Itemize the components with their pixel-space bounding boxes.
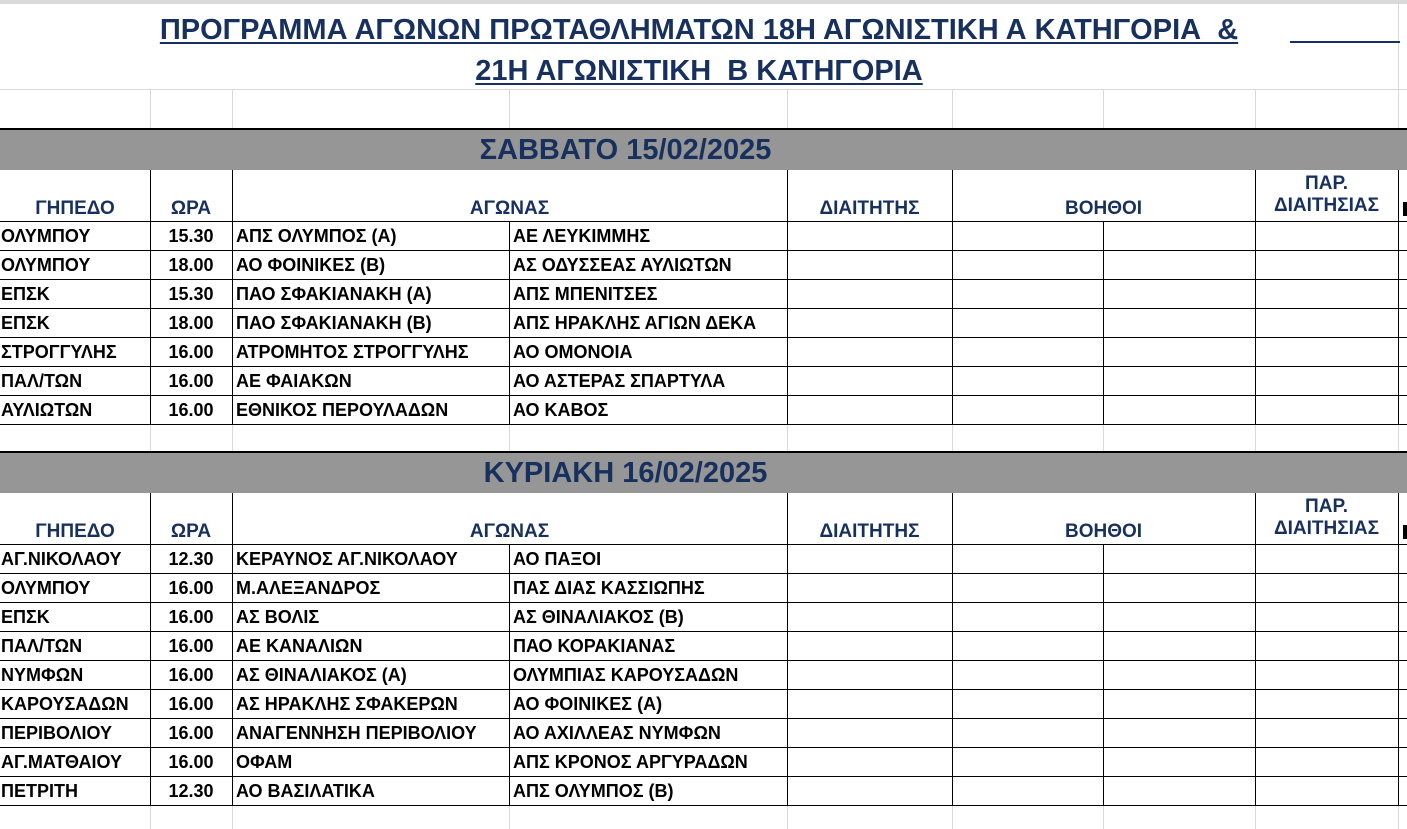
- match-away-team: ΑΟ ΦΟΙΝΙΚΕΣ (Α): [513, 694, 663, 714]
- match-time: 12.30: [168, 549, 214, 569]
- match-home-team: Μ.ΑΛΕΞΑΝΔΡΟΣ: [236, 578, 381, 598]
- match-venue: ΕΠΣΚ: [1, 284, 50, 304]
- match-venue: ΕΠΣΚ: [1, 313, 50, 333]
- header-match: ΑΓΩΝΑΣ: [469, 521, 550, 542]
- header-venue: ΓΗΠΕΔΟ: [35, 198, 115, 219]
- row-cell-border: [1398, 545, 1399, 806]
- day-band-label: ΚΥΡΙΑΚΗ 16/02/2025: [0, 453, 1407, 493]
- match-venue: ΑΥΛΙΩΤΩΝ: [1, 400, 93, 420]
- header-referee: ΔΙΑΙΤΗΤΗΣ: [819, 198, 920, 219]
- gridline-v: [232, 89, 233, 130]
- match-time: 18.00: [168, 255, 214, 275]
- match-home-team: ΑΕ ΦΑΙΑΚΩΝ: [236, 371, 352, 391]
- match-time: 18.00: [168, 313, 214, 333]
- match-away-team: ΑΠΣ ΗΡΑΚΛΗΣ ΑΓΙΩΝ ΔΕΚΑ: [513, 313, 757, 333]
- match-time: 16.00: [168, 636, 214, 656]
- match-home-team: ΑΝΑΓΕΝΝΗΣΗ ΠΕΡΙΒΟΛΙΟΥ: [236, 723, 477, 743]
- gridline-v: [1398, 89, 1399, 130]
- match-venue: ΠΑΛ/ΤΩΝ: [1, 636, 83, 656]
- match-time: 16.00: [168, 607, 214, 627]
- match-venue: ΕΠΣΚ: [1, 607, 50, 627]
- header-cell-border: [1398, 493, 1399, 545]
- day-band-label: ΣΑΒΒΑΤΟ 15/02/2025: [0, 130, 1407, 170]
- match-home-team: ΑΟ ΦΟΙΝΙΚΕΣ (Β): [236, 255, 386, 275]
- match-away-team: ΑΟ ΠΑΞΟΙ: [513, 549, 602, 569]
- match-away-team: ΑΣ ΟΔΥΣΣΕΑΣ ΑΥΛΙΩΤΩΝ: [513, 255, 732, 275]
- gridline-v: [232, 424, 233, 453]
- gridline-v: [1255, 806, 1256, 829]
- match-time: 15.30: [168, 226, 214, 246]
- match-home-team: ΑΠΣ ΟΛΥΜΠΟΣ (Α): [236, 226, 397, 246]
- match-time: 16.00: [168, 342, 214, 362]
- match-time: 16.00: [168, 400, 214, 420]
- header-assistants: ΒΟΗΘΟΙ: [1064, 521, 1143, 542]
- match-away-team: ΑΟ ΚΑΒΟΣ: [513, 400, 609, 420]
- header-cell-border: [1398, 170, 1399, 222]
- row-cell-border: [509, 545, 510, 806]
- header-venue: ΓΗΠΕΔΟ: [35, 521, 115, 542]
- match-venue: ΠΕΤΡΙΤΗ: [1, 781, 79, 801]
- match-time: 12.30: [168, 781, 214, 801]
- match-away-team: ΠΑΣ ΔΙΑΣ ΚΑΣΣΙΩΠΗΣ: [513, 578, 705, 598]
- match-venue: ΑΓ.ΜΑΤΘΑΙΟΥ: [1, 752, 123, 772]
- header-observer-line-1: ΠΑΡ.: [1305, 173, 1348, 194]
- match-away-team: ΑΠΣ ΚΡΟΝΟΣ ΑΡΓΥΡΑΔΩΝ: [513, 752, 748, 772]
- gridline-v: [1255, 89, 1256, 130]
- match-time: 16.00: [168, 371, 214, 391]
- row-cell-border: [787, 545, 788, 806]
- match-venue: ΟΛΥΜΠΟΥ: [1, 578, 91, 598]
- match-away-team: ΑΣ ΘΙΝΑΛΙΑΚΟΣ (Β): [513, 607, 684, 627]
- gridline-v: [952, 89, 953, 130]
- gridline-v: [787, 424, 788, 453]
- gridline-v: [509, 89, 510, 130]
- match-away-team: ΠΑΟ ΚΟΡΑΚΙΑΝΑΣ: [513, 636, 676, 656]
- match-time: 16.00: [168, 694, 214, 714]
- match-home-team: ΠΑΟ ΣΦΑΚΙΑΝΑΚΗ (Α): [236, 284, 432, 304]
- match-time: 16.00: [168, 578, 214, 598]
- match-venue: ΟΛΥΜΠΟΥ: [1, 226, 91, 246]
- sheet-top-edge: [0, 0, 1407, 4]
- match-home-team: ΠΑΟ ΣΦΑΚΙΑΝΑΚΗ (Β): [236, 313, 432, 333]
- gridline-v: [1398, 424, 1399, 453]
- header-time: ΩΡΑ: [170, 521, 212, 542]
- gridline-v: [1398, 806, 1399, 829]
- match-home-team: ΟΦΑΜ: [236, 752, 293, 772]
- match-venue: ΟΛΥΜΠΟΥ: [1, 255, 91, 275]
- gridline-v: [509, 424, 510, 453]
- match-home-team: ΑΕ ΚΑΝΑΛΙΩΝ: [236, 636, 363, 656]
- match-time: 16.00: [168, 665, 214, 685]
- row-cell-border: [1103, 545, 1104, 806]
- gridline-v: [1103, 424, 1104, 453]
- gridline-v: [787, 89, 788, 130]
- header-assistants: ΒΟΗΘΟΙ: [1064, 198, 1143, 219]
- gridline-v: [150, 424, 151, 453]
- header-referee: ΔΙΑΙΤΗΤΗΣ: [819, 521, 920, 542]
- match-venue: ΣΤΡΟΓΓΥΛΗΣ: [1, 342, 117, 362]
- page-title-line-2: 21Η ΑΓΩΝΙΣΤΙΚΗ Β ΚΑΤΗΓΟΡΙΑ: [475, 55, 923, 87]
- match-away-team: ΑΕ ΛΕΥΚΙΜΜΗΣ: [513, 226, 651, 246]
- match-away-team: ΟΛΥΜΠΙΑΣ ΚΑΡΟΥΣΑΔΩΝ: [513, 665, 739, 685]
- match-away-team: ΑΠΣ ΜΠΕΝΙΤΣΕΣ: [513, 284, 658, 304]
- header-observer-line-2: ΔΙΑΙΤΗΣΙΑΣ: [1273, 195, 1380, 216]
- gridline-v: [952, 806, 953, 829]
- match-venue: ΝΥΜΦΩΝ: [1, 665, 84, 685]
- gridline-v: [1103, 806, 1104, 829]
- match-time: 15.30: [168, 284, 214, 304]
- match-home-team: ΑΟ ΒΑΣΙΛΑΤΙΚΑ: [236, 781, 375, 801]
- match-venue: ΚΑΡΟΥΣΑΔΩΝ: [1, 694, 129, 714]
- gridline-v: [1103, 89, 1104, 130]
- page-title-line-1: ΠΡΟΓΡΑΜΜΑ ΑΓΩΝΩΝ ΠΡΩΤΑΘΛΗΜΑΤΩΝ 18Η ΑΓΩΝΙΣΤΙΚΗ Α ΚΑΤΗΓΟΡΙΑ &: [159, 14, 1239, 46]
- row-cell-border: [232, 545, 233, 806]
- row-cell-border: [952, 545, 953, 806]
- match-home-team: ΚΕΡΑΥΝΟΣ ΑΓ.ΝΙΚΟΛΑΟΥ: [236, 549, 458, 569]
- match-away-team: ΑΠΣ ΟΛΥΜΠΟΣ (Β): [513, 781, 674, 801]
- gridline-v: [1255, 424, 1256, 453]
- match-venue: ΠΑΛ/ΤΩΝ: [1, 371, 83, 391]
- match-home-team: ΑΣ ΘΙΝΑΛΙΑΚΟΣ (Α): [236, 665, 407, 685]
- clipped-next-column-mark: [1403, 525, 1407, 539]
- match-venue: ΑΓ.ΝΙΚΟΛΑΟΥ: [1, 549, 122, 569]
- match-home-team: ΑΣ ΒΟΛΙΣ: [236, 607, 320, 627]
- header-time: ΩΡΑ: [170, 198, 212, 219]
- gridline-v: [952, 424, 953, 453]
- header-match: ΑΓΩΝΑΣ: [469, 198, 550, 219]
- match-home-team: ΑΣ ΗΡΑΚΛΗΣ ΣΦΑΚΕΡΩΝ: [236, 694, 458, 714]
- gridline-h: [0, 89, 1407, 90]
- clipped-next-column-mark: [1403, 202, 1407, 216]
- gridline-v: [150, 806, 151, 829]
- gridline-v: [509, 806, 510, 829]
- match-away-team: ΑΟ ΑΧΙΛΛΕΑΣ ΝΥΜΦΩΝ: [513, 723, 721, 743]
- match-away-team: ΑΟ ΑΣΤΕΡΑΣ ΣΠΑΡΤΥΛΑ: [513, 371, 726, 391]
- match-venue: ΠΕΡΙΒΟΛΙΟΥ: [1, 723, 113, 743]
- match-home-team: ΑΤΡΟΜΗΤΟΣ ΣΤΡΟΓΓΥΛΗΣ: [236, 342, 469, 362]
- gridline-v: [150, 89, 151, 130]
- row-cell-border: [1255, 545, 1256, 806]
- match-home-team: ΕΘΝΙΚΟΣ ΠΕΡΟΥΛΑΔΩΝ: [236, 400, 449, 420]
- gridline-v: [787, 806, 788, 829]
- match-away-team: ΑΟ ΟΜΟΝΟΙΑ: [513, 342, 633, 362]
- header-observer-line-2: ΔΙΑΙΤΗΣΙΑΣ: [1273, 518, 1380, 539]
- title-underline-extension: [1290, 41, 1400, 43]
- match-time: 16.00: [168, 752, 214, 772]
- header-observer-line-1: ΠΑΡ.: [1305, 496, 1348, 517]
- match-time: 16.00: [168, 723, 214, 743]
- gridline-v: [232, 806, 233, 829]
